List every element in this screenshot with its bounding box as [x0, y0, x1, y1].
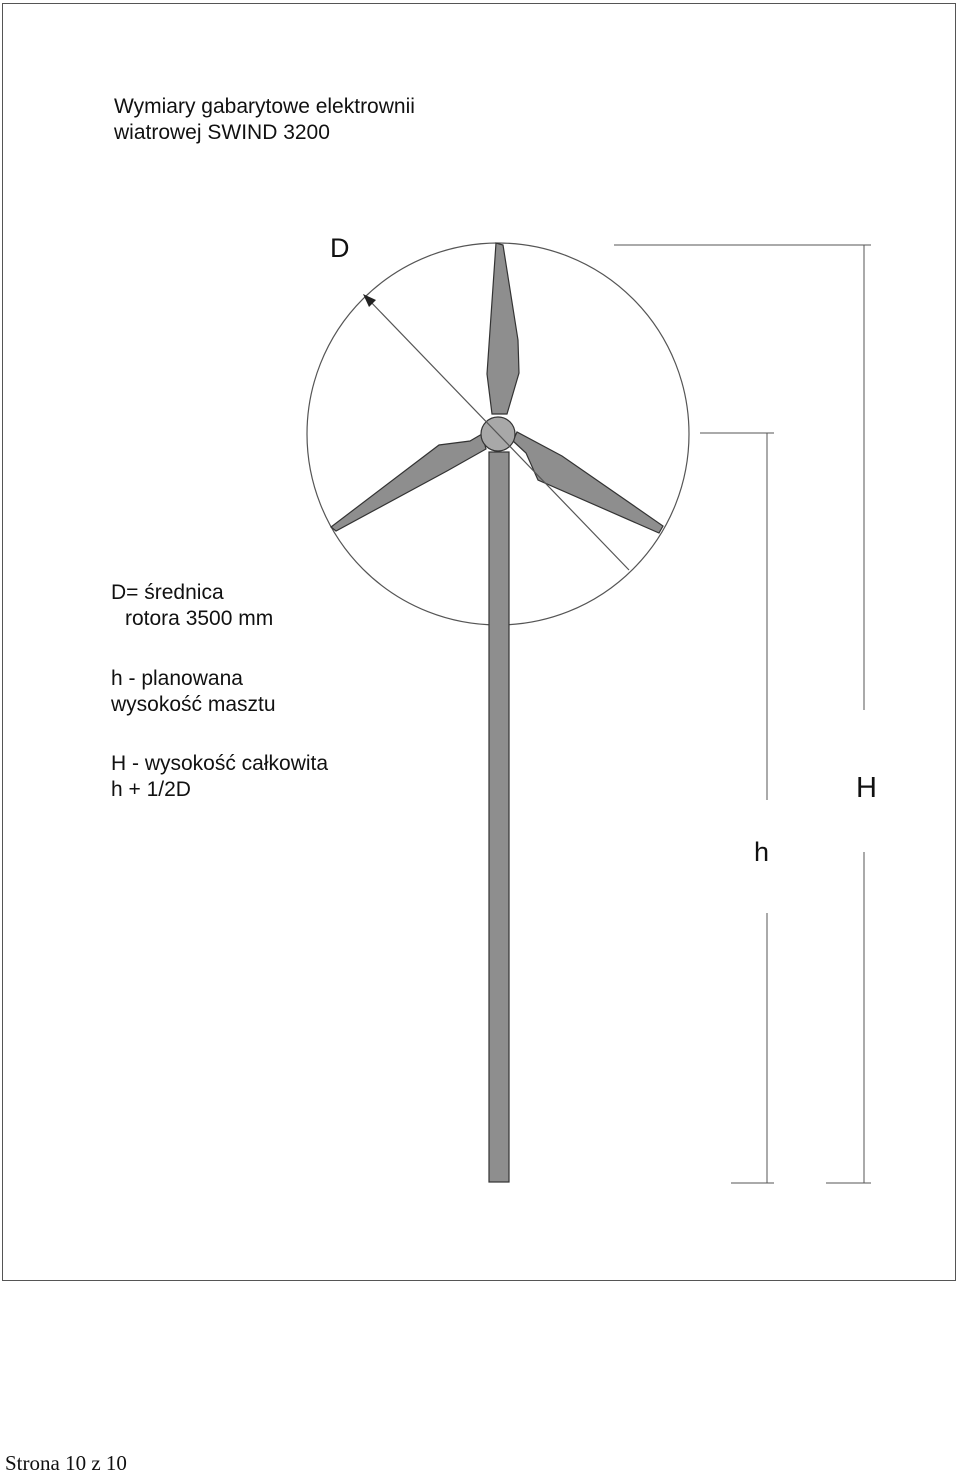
legend-mast-height: [111, 666, 276, 719]
legend-total-height-line-2: h + 1/2D: [111, 778, 191, 802]
label-total-height: H: [856, 772, 877, 804]
label-diameter: D: [330, 233, 350, 263]
legend-diameter-line-2: rotora 3500 mm: [125, 607, 274, 631]
legend-total-height-line-1: H - wysokość całkowita: [111, 752, 329, 775]
blade-left: [331, 434, 486, 531]
legend-diameter: [111, 580, 273, 633]
mast: [489, 452, 509, 1182]
blade-top: [487, 243, 519, 414]
title-line-2: wiatrowej SWIND 3200: [114, 121, 330, 145]
diagram-title: [114, 94, 415, 147]
legend-mast-height-line-1: h - planowana: [111, 667, 243, 690]
legend-diameter-line-1: D= średnica: [111, 581, 224, 604]
title-line-1: Wymiary gabarytowe elektrownii: [114, 95, 415, 118]
legend-total-height: [111, 751, 328, 804]
blade-right: [513, 432, 663, 533]
page-footer: Strona 10 z 10: [5, 1451, 127, 1475]
legend-mast-height-line-2: wysokość masztu: [111, 693, 276, 717]
label-mast-height: h: [754, 837, 770, 867]
